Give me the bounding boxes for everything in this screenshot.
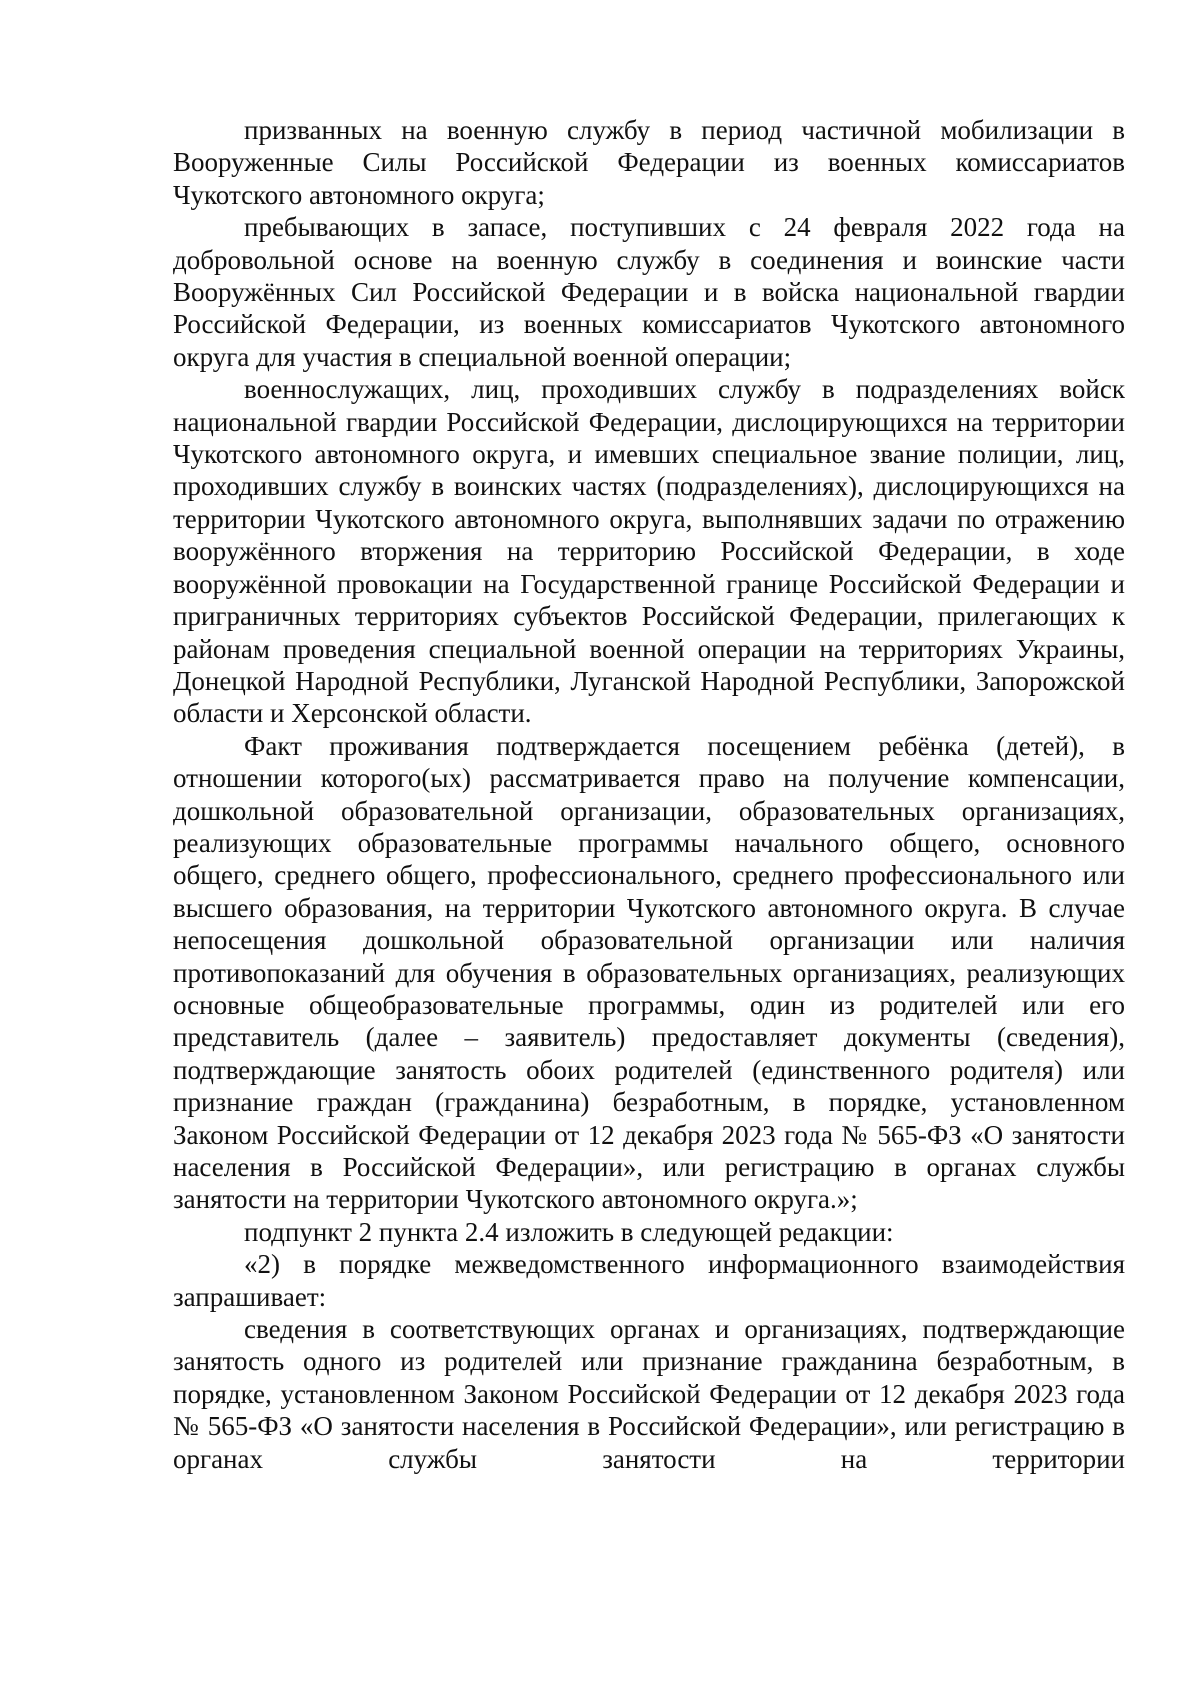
paragraph-employment-info: сведения в соответствующих органах и организациях, подтверждающие занятость одного из родителей или признание гражданина безработным, в порядке, установленном Законом Российской Федерации от 12 декабря 2023 года № 565-ФЗ «О занятости населения в Российской Федерации», или регистрацию в органах службы занятости на территории bbox=[173, 1314, 1125, 1474]
paragraph-mobilized: призванных на военную службу в период частичной мобилизации в Вооруженные Силы Российской Федерации из военных комиссариатов Чукотского автономного округа; bbox=[173, 115, 1125, 210]
paragraph-servicemen: военнослужащих, лиц, проходивших службу в подразделениях войск национальной гвардии Российской Федерации, дислоцирующихся на территории Чукотского автономного округа, и имевших специальное звание полиции, лиц, проходивших службу в воинских частях (подразделениях), дислоцирующихся на территории Чукотского автономного округа, выполнявших задачи по отражению вооружённого вторжения на территорию Российской Федерации, в ходе вооружённой провокации на Государственной границе Российской Федерации и приграничных территориях субъектов Российской Федерации, прилегающих к районам проведения специальной военной операции на территориях Украины, Донецкой Народной Республики, Луганской Народной Республики, Запорожской области и Херсонской области. bbox=[173, 374, 1125, 729]
paragraph-interagency-request: «2) в порядке межведомственного информационного взаимодействия запрашивает: bbox=[173, 1249, 1125, 1312]
paragraph-subclause-2-4: подпункт 2 пункта 2.4 изложить в следующей редакции: bbox=[244, 1216, 894, 1247]
paragraph-residence-fact: Факт проживания подтверждается посещением ребёнка (детей), в отношении которого(ых) рассматривается право на получение компенсации, дошкольной образовательной организации, образовательных организациях, реализующих образовательные программы начального общего, основного общего, среднего общего, профессионального, среднего профессионального или высшего образования, на территории Чукотского автономного округа. В случае непосещения дошкольной образовательной организации или наличия противопоказаний для обучения в образовательных организациях, реализующих основные общеобразовательные программы, один из родителей или его представитель (далее – заявитель) предоставляет документы (сведения), подтверждающие занятость обоих родителей (единственного родителя) или признание граждан (гражданина) безработным, в порядке, установленном Законом Российской Федерации от 12 декабря 2023 года № 565-ФЗ «О занятости населения в Российской Федерации», или регистрацию в органах службы занятости на территории Чукотского автономного округа.»; bbox=[173, 730, 1125, 1215]
document-body bbox=[173, 114, 1125, 1475]
paragraph-reserve-volunteers: пребывающих в запасе, поступивших с 24 февраля 2022 года на добровольной основе на военную службу в соединения и воинские части Вооружённых Сил Российской Федерации и в войска национальной гвардии Российской Федерации, из военных комиссариатов Чукотского автономного округа для участия в специальной военной операции; bbox=[173, 212, 1125, 372]
